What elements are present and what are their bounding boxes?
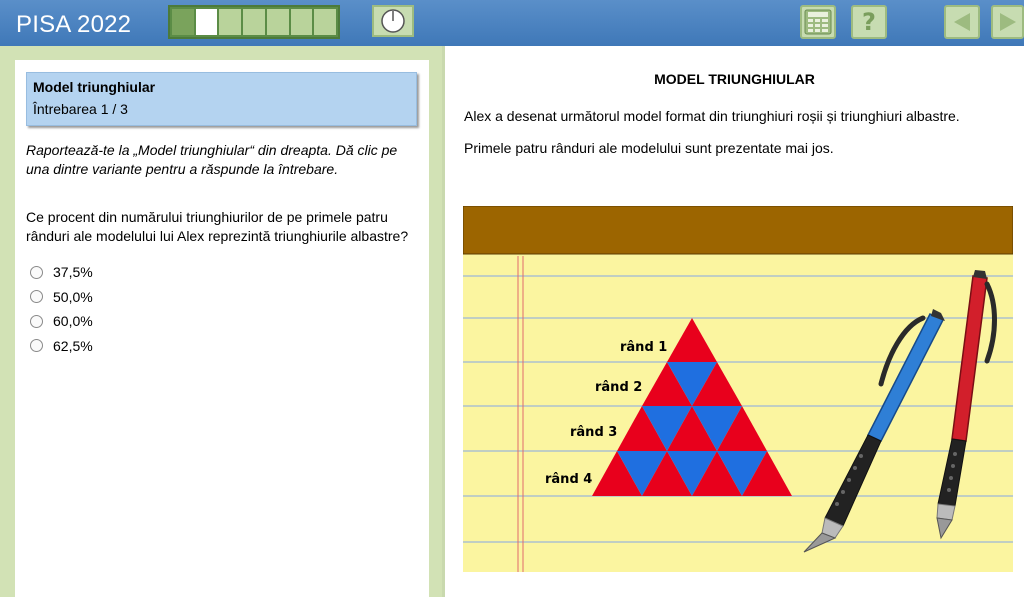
next-button[interactable] [991,5,1024,39]
progress-segment [219,9,241,35]
radio-button[interactable] [30,290,43,303]
triangle-right-icon [996,10,1020,34]
instruction-text: Raportează-te la „Model triunghiular“ din dreapta. Dă clic pe una dintre variante pentru a răspunde la întrebare. [26,142,398,177]
question-mark-icon: ? [862,8,876,36]
answer-options [30,260,93,358]
answer-option[interactable] [30,334,93,359]
question-header [26,72,417,126]
stimulus-title: MODEL TRIUNGHIULAR [654,71,815,87]
option-label: 62,5% [53,337,93,354]
row-label: rând 2 [595,380,643,395]
stimulus-paragraph: Alex a desenat următorul model format din triunghiuri roșii și triunghiuri albastre. [464,108,960,124]
timer-button[interactable] [372,5,414,37]
option-label: 50,0% [53,288,93,305]
row-label: rând 1 [620,340,668,355]
answer-option[interactable] [30,285,93,310]
question-number: Întrebarea 1 / 3 [33,101,128,117]
clock-icon [380,8,406,34]
row-label: rând 3 [570,425,618,440]
radio-button[interactable] [30,315,43,328]
radio-button[interactable] [30,339,43,352]
panel-divider [442,46,445,597]
row-label: rând 4 [545,472,593,487]
option-label: 37,5% [53,264,93,281]
progress-segment [314,9,336,35]
progress-segment [196,9,218,35]
calculator-button[interactable] [800,5,836,39]
triangle-pattern-figure [463,206,1013,572]
progress-segment [267,9,289,35]
answer-option[interactable] [30,260,93,285]
help-button[interactable] [851,5,887,39]
question-text: Ce procent din numărului triunghiurilor de pe primele patru rânduri ale modelului lui Alex reprezintă triunghiurile albastre? [26,209,409,244]
progress-segment [291,9,313,35]
radio-button[interactable] [30,266,43,279]
answer-option[interactable] [30,309,93,334]
pisa-logo: PISA 2022 [16,11,132,38]
progress-bar [168,5,340,39]
stimulus-paragraph: Primele patru rânduri ale modelului sunt prezentate mai jos. [464,140,834,156]
triangle-left-icon [950,10,974,34]
progress-segment [243,9,265,35]
calculator-icon [804,9,832,35]
notepad-top-band [463,206,1013,254]
question-title: Model triunghiular [33,79,156,95]
option-label: 60,0% [53,313,93,330]
progress-segment [172,9,194,35]
back-button[interactable] [944,5,980,39]
top-bar [0,0,1024,46]
